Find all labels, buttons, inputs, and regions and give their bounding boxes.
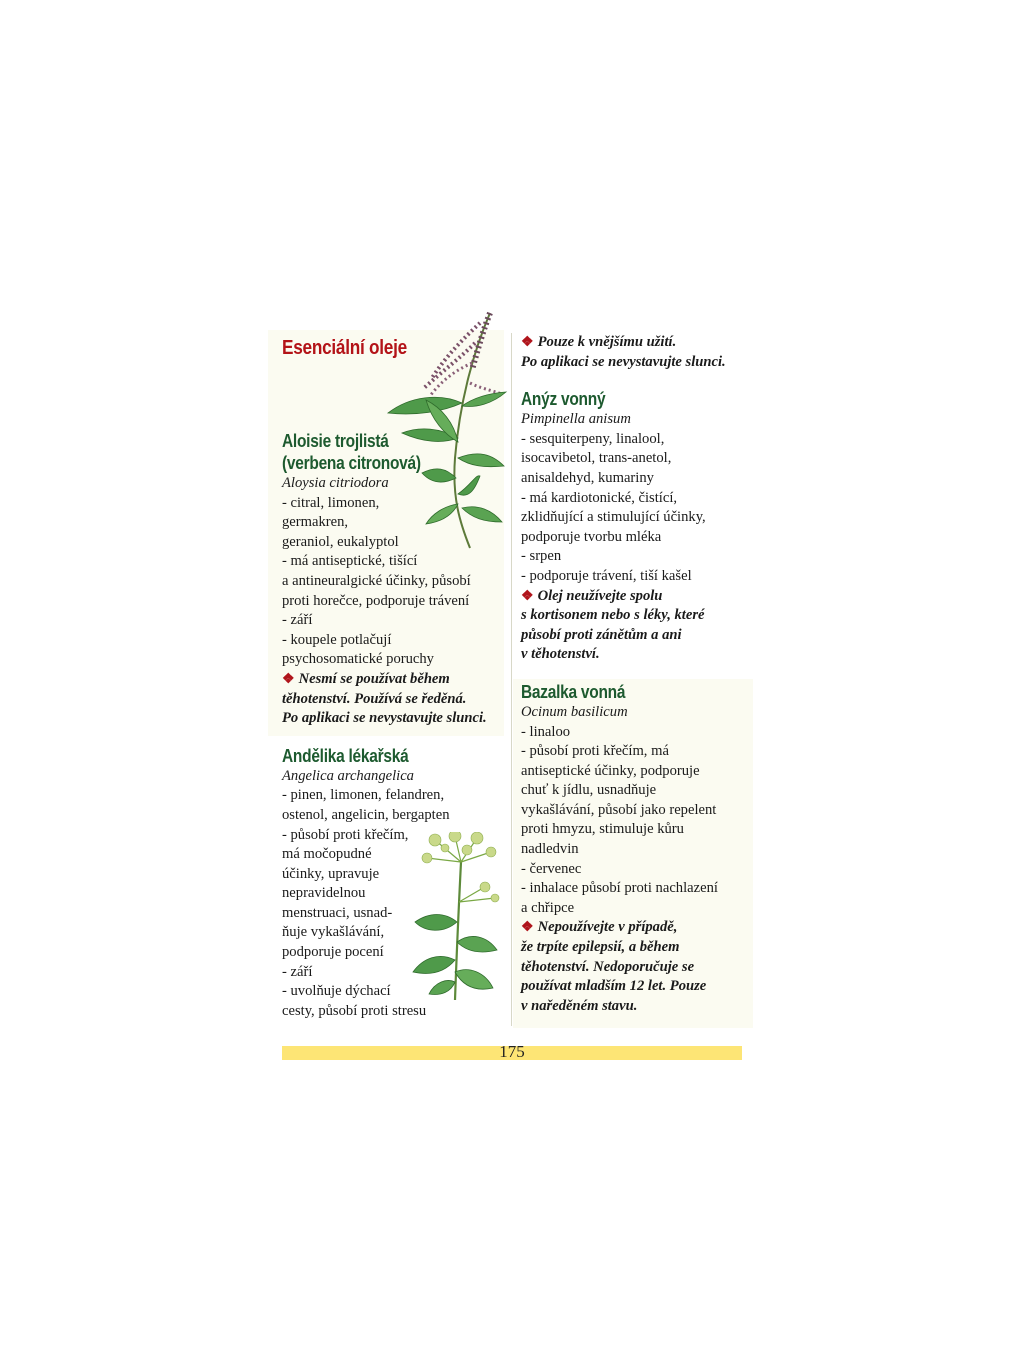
text-line: - má antiseptické, tišící	[282, 553, 418, 570]
text-line: proti horečce, podporuje trávení	[282, 592, 470, 609]
text-line: - linaloo	[521, 723, 571, 740]
warning-line: s kortisonem nebo s léky, které	[521, 607, 705, 624]
text-line: podporuje tvorbu mléka	[521, 528, 662, 545]
text-line: germakren,	[282, 514, 349, 531]
latin-name: Angelica archangelica	[282, 767, 414, 784]
text-line: ostenol, angelicin, bergapten	[282, 806, 450, 823]
column-divider	[511, 333, 512, 1026]
text-line: menstruaci, usnad-	[282, 904, 393, 921]
text-line: nepravidelnou	[282, 885, 366, 902]
text-line: podporuje pocení	[282, 944, 384, 961]
latin-name: Pimpinella anisum	[521, 411, 631, 428]
text-line: geraniol, eukalyptol	[282, 533, 399, 550]
diamond-icon: ❖	[282, 671, 295, 687]
entry-title: Anýz vonný	[521, 389, 606, 410]
warning-line: ❖ Nepoužívejte v případě,	[521, 919, 678, 936]
warning-line: ❖ Nesmí se používat během	[282, 670, 450, 687]
text-line: - září	[282, 963, 313, 980]
warning-line: že trpíte epilepsií, a během	[521, 939, 680, 956]
text-line: isocavibetol, trans-anetol,	[521, 450, 672, 467]
entry-aloisie	[282, 430, 507, 729]
text-line: má močopudné	[282, 846, 372, 863]
warning-line: působí proti zánětům a ani	[521, 626, 682, 643]
text-line: - červenec	[521, 860, 582, 877]
text-line: proti hmyzu, stimuluje kůru	[521, 821, 684, 838]
warning-line: těhotenství. Nedoporučuje se	[521, 958, 695, 975]
entry-title: Bazalka vonná	[521, 681, 626, 702]
warning-line: Po aplikaci se nevystavujte slunci.	[521, 353, 726, 370]
entry-title: Andělika lékařská	[282, 745, 409, 766]
text-line: nadledvin	[521, 841, 579, 858]
warning-line: v naředěném stavu.	[521, 997, 638, 1014]
warning-line: používat mladším 12 let. Pouze	[521, 978, 707, 995]
text-line: anisaldehyd, kumariny	[521, 469, 654, 486]
text-line: - působí proti křečím,	[282, 826, 409, 843]
text-line: - sesquiterpeny, linalool,	[521, 430, 665, 447]
text-line: cesty, působí proti stresu	[282, 1002, 427, 1019]
warning-line: v těhotenství.	[521, 646, 600, 663]
footer-bar	[282, 1042, 742, 1061]
text-line: chuť k jídlu, usnadňuje	[521, 782, 657, 799]
entry-bazalka	[521, 681, 746, 1017]
text-line: ňuje vykašlávání,	[282, 924, 385, 941]
text-line: - září	[282, 612, 313, 629]
right-column	[521, 333, 746, 1016]
warning-line: Po aplikaci se nevystavujte slunci.	[282, 710, 487, 727]
text-line: - srpen	[521, 548, 562, 565]
diamond-icon: ❖	[521, 335, 534, 350]
diamond-icon: ❖	[521, 588, 534, 604]
warning-line: ❖ Pouze k vnějšímu užití.	[521, 334, 677, 350]
entry-andelika	[282, 745, 507, 1022]
text-line: psychosomatické poruchy	[282, 651, 434, 668]
text-line: a antineuralgické účinky, působí	[282, 572, 471, 589]
text-line: - má kardiotonické, čistící,	[521, 489, 678, 506]
warning-line: ❖ Olej neužívejte spolu	[521, 587, 663, 604]
warning-line: těhotenství. Používá se ředěná.	[282, 690, 467, 707]
text-line: účinky, upravuje	[282, 865, 380, 882]
top-warning	[521, 333, 746, 372]
left-column	[282, 336, 507, 1021]
entry-anyz	[521, 388, 746, 665]
diamond-icon: ❖	[521, 920, 534, 936]
page-title: Esenciální oleje	[282, 337, 407, 359]
entry-title-line: (verbena citronová)	[282, 453, 421, 473]
latin-name: Ocinum basilicum	[521, 703, 628, 720]
text-line: - inhalace působí proti nachlazení	[521, 880, 718, 897]
text-line: - podporuje trávení, tiší kašel	[521, 567, 692, 584]
entry-title-line: Aloisie trojlistá	[282, 431, 389, 451]
text-line: - působí proti křečím, má	[521, 743, 669, 760]
text-line: a chřipce	[521, 899, 575, 916]
text-line: vykašlávání, působí jako repelent	[521, 801, 717, 818]
text-line: antiseptické účinky, podporuje	[521, 762, 700, 779]
text-line: zklidňující a stimulující účinky,	[521, 509, 706, 526]
text-line: - koupele potlačují	[282, 631, 392, 648]
latin-name: Aloysia citriodora	[282, 475, 389, 491]
text-line: - pinen, limonen, felandren,	[282, 787, 445, 804]
text-line: - uvolňuje dýchací	[282, 983, 391, 1000]
text-line: - citral, limonen,	[282, 494, 380, 511]
page-number: 175	[499, 1042, 525, 1061]
